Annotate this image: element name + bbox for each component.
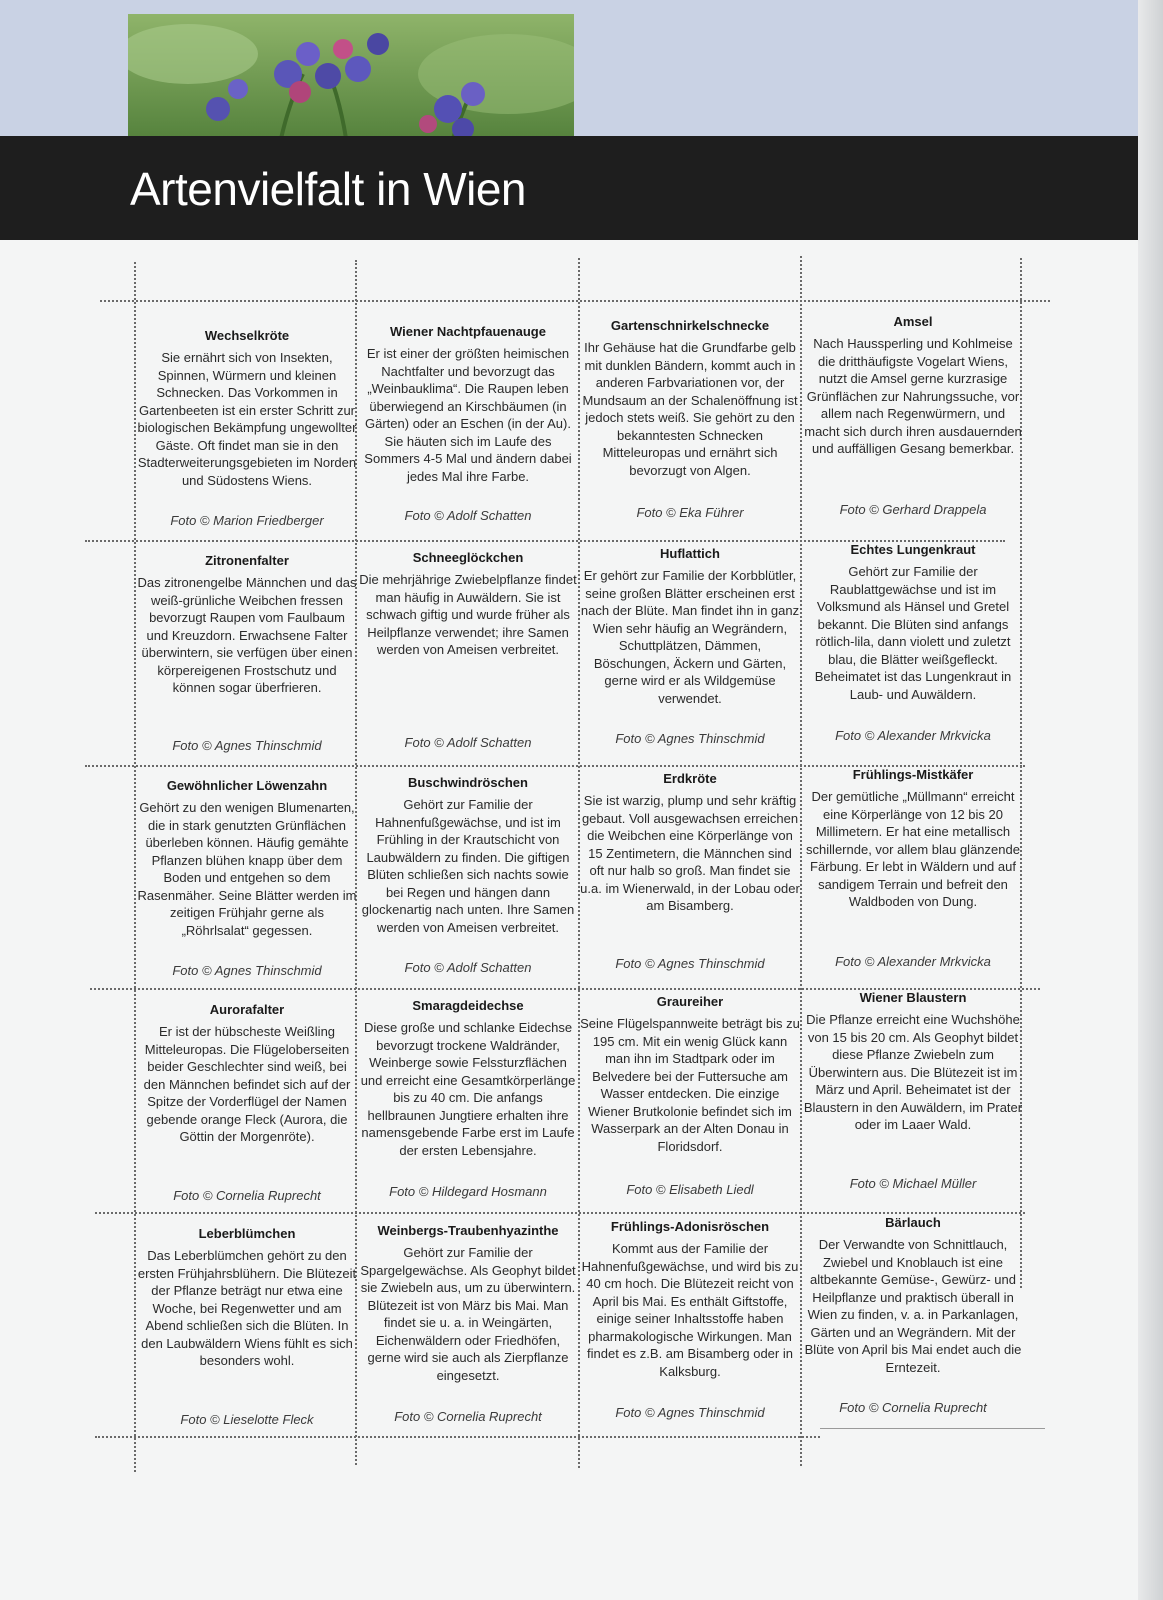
species-name: Wiener Blaustern [859, 990, 967, 1005]
page-title: Artenvielfalt in Wien [130, 163, 526, 215]
photo-credit: Foto © Alexander Mrkvicka [835, 728, 991, 743]
species-card-gewoehnlicher-loewenzahn [137, 778, 357, 939]
species-text: Der gemütliche „Müllmann“ erreicht eine Körperlänge von 12 bis 20 Millimetern. Er hat eine metallisch schillernde, vor allem blau glänzende Färbung. Er lebt in Wäldern und auf sandigem Terrain und befreit den Waldboden von Dung. [806, 789, 1020, 909]
species-card-schneegloeckchen [358, 550, 578, 659]
species-card-wechselkroete [137, 328, 357, 489]
species-name: Aurorafalter [209, 1002, 285, 1017]
species-name: Erdkröte [663, 771, 717, 786]
species-name: Amsel [893, 314, 933, 329]
species-text: Gehört zu den wenigen Blumenarten, die in stark genutzten Grünflächen überleben können. Häufig gemähte Pflanzen blühen knapp über dem Boden und entgehen so dem Rasenmäher. Seine Blätter werden im zeitigen Frühjahr gerne als „Röhrlsalat“ gegessen. [137, 800, 357, 938]
species-text: Er ist einer der größten heimischen Nachtfalter und bevorzugt das „Weinbauklima“. Die Raupen leben überwiegend an Kirschbäumen (in Gärten) oder an Eschen (in der Au). Sie häuten sich im Laufe des Sommers 4-5 Mal und ändern dabei jedes Mal ihre Farbe. [364, 346, 572, 484]
species-card-wiener-nachtpfauenauge [358, 324, 578, 485]
species-text: Er gehört zur Familie der Korbblütler, seine großen Blätter erscheinen erst nach der Blüte. Man findet ihn in ganz Wien sehr häufig an Wegrändern, Schuttplätzen, Dämmen, Böschungen, Äckern und Gärten, gerne wird er als Wildgemüse verwendet. [580, 568, 800, 706]
grid-line [95, 1436, 820, 1438]
species-text: Nach Haussperling und Kohlmeise die dritthäufigste Vogelart Wiens, nutzt die Amsel gerne kurzrasige Grünflächen zur Nahrungssuche, vor allem nach Regenwürmern, und macht sich durch ihren ausdauernden und auffälligen Gesang bemerkbar. [804, 336, 1022, 456]
photo-credit: Foto © Gerhard Drappela [839, 502, 987, 517]
photo-credit: Foto © Alexander Mrkvicka [835, 954, 991, 969]
species-name: Gartenschnirkelschnecke [610, 318, 770, 333]
photo-credit: Foto © Lieselotte Fleck [180, 1412, 314, 1427]
grid-line [95, 1212, 1025, 1214]
photo-credit: Foto © Adolf Schatten [404, 735, 532, 750]
species-text: Die Pflanze erreicht eine Wuchshöhe von 15 bis 20 cm. Als Geophyt bildet diese Pflanze Zwiebeln zum Überwintern aus. Die Blütezeit ist im März und April. Beheimatet ist der Blaustern in den Auwäldern, im Prater oder im Laaer Wald. [803, 1012, 1023, 1132]
photo-credit: Foto © Eka Führer [636, 505, 744, 520]
photo-credit: Foto © Agnes Thinschmid [172, 738, 322, 753]
photo-credit: Foto © Adolf Schatten [404, 960, 532, 975]
species-text: Gehört zur Familie der Hahnenfußgewächse, und ist im Frühling in der Krautschicht von Laubwäldern zu finden. Die giftigen Blüten schließen sich nachts sowie bei Regen und hängen dann glockenartig nach unten. Ihre Samen werden von Ameisen verbreitet. [361, 797, 575, 935]
species-name: Gewöhnlicher Löwenzahn [166, 778, 328, 793]
species-text: Kommt aus der Familie der Hahnenfußgewächse, und wird bis zu 40 cm hoch. Die Blütezeit reicht von April bis Mai. Es enthält Giftstoffe, einige seiner Inhaltsstoffe haben pharmakologische Wirkungen. Man findet es z.B. am Bisamberg oder in Kalksburg. [581, 1241, 799, 1379]
header-photo [128, 14, 574, 152]
species-text: Seine Flügelspannweite beträgt bis zu 195 cm. Mit ein wenig Glück kann man ihn im Stadtpark oder im Belvedere bei der Futtersuche am Wasser entdecken. Die einzige Wiener Brutkolonie befindet sich im Wasserpark an der Alten Donau in Floridsdorf. [580, 1016, 800, 1154]
photo-credit: Foto © Elisabeth Liedl [626, 1182, 754, 1197]
species-name: Huflattich [660, 546, 720, 561]
species-text: Gehört zur Familie der Raublattgewächse und ist im Volksmund als Hänsel und Gretel bekannt. Die Blüten sind anfangs rötlich-lila, dann violett und zuletzt blau, die Blätter weißgefleckt. Beheimatet ist das Lungenkraut in Laub- und Auwäldern. [814, 564, 1012, 702]
grid-line [820, 1428, 1045, 1429]
species-name: Wechselkröte [204, 328, 290, 343]
species-card-gartenschnirkelschnecke [580, 318, 800, 479]
species-name: Bärlauch [885, 1215, 941, 1230]
species-name: Leberblümchen [198, 1226, 296, 1241]
grid-line [134, 262, 136, 1472]
species-card-aurorafalter [137, 1002, 357, 1146]
species-card-huflattich [580, 546, 800, 707]
species-text: Sie ernährt sich von Insekten, Spinnen, Würmern und kleinen Schnecken. Das Vorkommen in Gartenbeeten ist ein erster Schritt zur biologischen Bekämpfung ungewollter Gäste. Oft findet man sie in den Stadterweiterungsgebieten im Norden und Südostens Wiens. [137, 350, 357, 488]
photo-credit: Foto © Cornelia Ruprecht [173, 1188, 321, 1203]
species-name: Wiener Nachtpfauenauge [390, 324, 546, 339]
species-text: Das Leberblümchen gehört zu den ersten Frühjahrsblühern. Die Blütezeit der Pflanze beträgt nur etwa eine Woche, bei Regenwetter und am Abend schließen sich die Blüten. In den Laubwäldern Wiens fühlt es sich besonders wohl. [137, 1248, 357, 1368]
species-card-fruehlings-adonisroeschen [580, 1219, 800, 1380]
species-card-weinbergs-traubenhyazinthe [358, 1223, 578, 1384]
species-card-fruehlings-mistkaefer [803, 767, 1023, 911]
species-text: Gehört zur Familie der Spargelgewächse. Als Geophyt bildet sie Zwiebeln aus, um zu überwintern. Blütezeit ist von März bis Mai. Man findet sie u. a. in Weingärten, Eichenwäldern oder Friedhöfen, gerne wird sie auch als Zierpflanze eingesetzt. [360, 1245, 576, 1383]
species-text: Sie ist warzig, plump und sehr kräftig gebaut. Voll ausgewachsen erreichen die Weibchen eine Körperlänge von 15 Zentimetern, die Männchen sind oft nur halb so groß. Man findet sie u.a. im Wienerwald, in der Lobau oder am Bisamberg. [580, 793, 800, 913]
species-card-wiener-blaustern [803, 990, 1023, 1134]
species-text: Der Verwandte von Schnittlauch, Zwiebel und Knoblauch ist eine altbekannte Gemüse-, Gewürz- und Heilpflanze und praktisch überall in Wien zu finden, v. a. in Parkanlagen, Gärten und an Wegrändern. Mit der Blüte von April bis Mai endet auch die Erntezeit. [804, 1237, 1022, 1375]
species-name: Echtes Lungenkraut [850, 542, 976, 557]
photo-credit: Foto © Agnes Thinschmid [172, 963, 322, 978]
species-card-graureiher [580, 994, 800, 1155]
species-text: Diese große und schlanke Eidechse bevorzugt trockene Waldränder, Weinberge sowie Felssturzflächen und erreicht eine Gesamtkörperlänge bis zu 40 cm. Die anfangs hellbraunen Jungtiere erhalten ihre namensgebende Farbe erst im Laufe der ersten Lebensjahre. [360, 1020, 576, 1158]
species-card-echtes-lungenkraut [803, 542, 1023, 703]
photo-credit: Foto © Agnes Thinschmid [615, 956, 765, 971]
species-name: Schneeglöckchen [412, 550, 524, 565]
photo-credit: Foto © Cornelia Ruprecht [394, 1409, 542, 1424]
species-name: Zitronenfalter [205, 553, 289, 568]
species-card-amsel [803, 314, 1023, 458]
species-card-baerlauch [803, 1215, 1023, 1376]
species-card-smaragdeidechse [358, 998, 578, 1159]
photo-credit: Foto © Agnes Thinschmid [615, 1405, 765, 1420]
species-text: Die mehrjährige Zwiebelpflanze findet man häufig in Auwäldern. Sie ist schwach giftig und wurde früher als Heilpflanze verwendet; ihre Samen werden von Ameisen verbreitet. [359, 572, 577, 657]
species-name: Buschwindröschen [408, 775, 528, 790]
species-card-erdkroete [580, 771, 800, 915]
photo-credit: Foto © Adolf Schatten [404, 508, 532, 523]
species-text: Ihr Gehäuse hat die Grundfarbe gelb mit dunklen Bändern, kommt auch in anderen Farbvariationen vor, der Mundsaum an der Schalenöffnung ist jedoch stets weiß. Sie gehört zu den bekanntesten Schnecken Mitteleuropas und ernährt sich bevorzugt von Algen. [582, 340, 798, 478]
species-card-zitronenfalter [137, 553, 357, 697]
species-name: Weinbergs-Traubenhyazinthe [377, 1223, 559, 1238]
species-name: Graureiher [656, 994, 724, 1009]
page-edge-shadow [1138, 0, 1163, 1600]
photo-credit: Foto © Michael Müller [849, 1176, 977, 1191]
species-text: Das zitronengelbe Männchen und das weiß-grünliche Weibchen fressen bevorzugt Raupen vom Faulbaum und Kreuzdorn. Erwachsene Falter überwintern, sie verfügen über einen körpereigenen Frostschutz und können sogar überfrieren. [137, 575, 357, 695]
photo-credit: Foto © Cornelia Ruprecht [839, 1400, 987, 1415]
species-name: Smaragdeidechse [412, 998, 524, 1013]
species-card-leberbluemchen [137, 1226, 357, 1370]
species-name: Frühlings-Mistkäfer [852, 767, 974, 782]
photo-credit: Foto © Hildegard Hosmann [389, 1184, 547, 1199]
grid-line [100, 300, 1050, 302]
flower-photo-image [128, 14, 574, 152]
photo-credit: Foto © Marion Friedberger [170, 513, 324, 528]
species-text: Er ist der hübscheste Weißling Mitteleuropas. Die Flügeloberseiten beider Geschlechter sind weiß, bei den Männchen befindet sich auf der Spitze der Vorderflügel der Namen gebende orange Fleck (Aurora, die Göttin der Morgenröte). [143, 1024, 351, 1144]
grid-line [800, 256, 802, 1466]
species-name: Frühlings-Adonisröschen [610, 1219, 770, 1234]
photo-credit: Foto © Agnes Thinschmid [615, 731, 765, 746]
species-card-buschwindroeschen [358, 775, 578, 936]
